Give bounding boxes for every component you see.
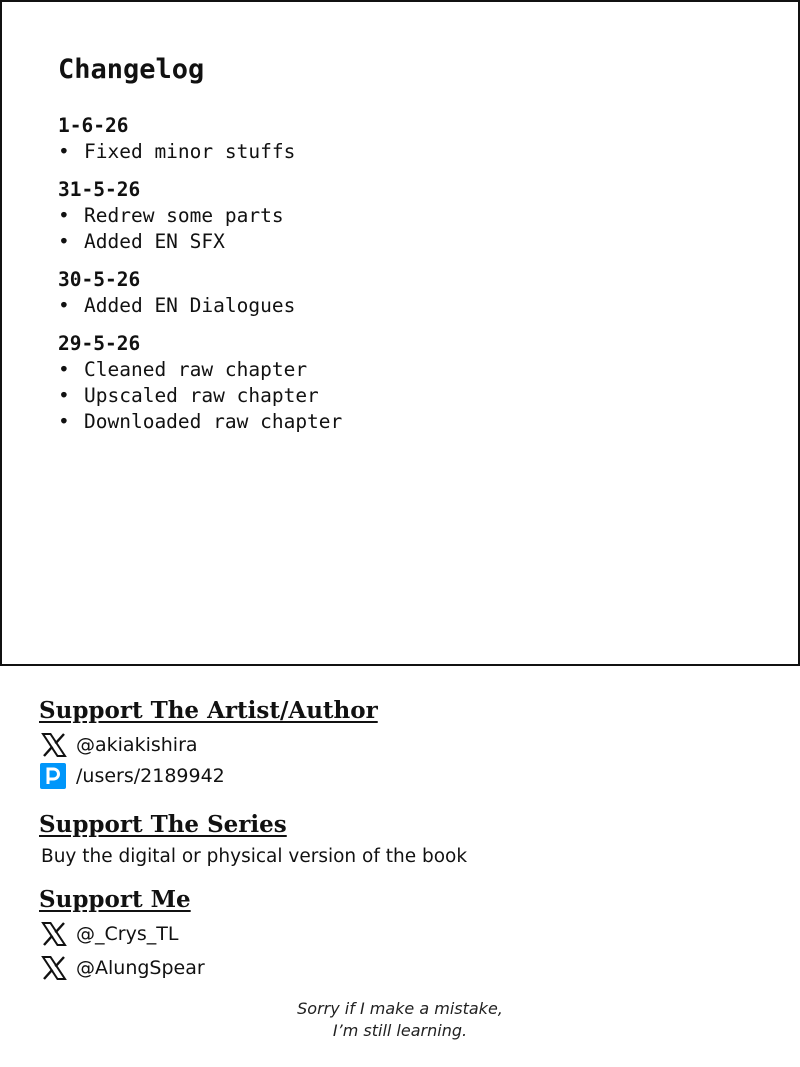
changelog-item: • Added EN Dialogues [58,294,296,317]
changelog-title: Changelog [58,54,205,85]
changelog-item: • Redrew some parts [58,204,284,227]
changelog-entry [58,267,342,319]
support-me-title: Support Me [39,886,191,913]
support-series-text: Buy the digital or physical version of the book [41,846,468,867]
note-line: I’m still learning. [332,1021,468,1040]
bullet: • [58,384,70,407]
pixiv-logo-icon [40,763,66,789]
changelog-date: 29-5-26 [58,332,141,355]
changelog-list [58,113,342,447]
bullet: • [58,204,70,227]
artist-pixiv-link[interactable] [40,761,225,791]
bullet: • [58,410,70,433]
changelog-item: • Added EN SFX [58,230,225,253]
artist-pixiv-handle: /users/2189942 [76,765,225,787]
changelog-item: • Fixed minor stuffs [58,140,296,163]
me-x-link-2[interactable] [40,953,205,983]
changelog-entry [58,113,342,165]
changelog-item: • Cleaned raw chapter [58,358,308,381]
bullet: • [58,294,70,317]
support-series-title: Support The Series [39,811,287,838]
changelog-date: 31-5-26 [58,178,141,201]
x-logo-icon [40,954,68,982]
bullet: • [58,140,70,163]
changelog-item: • Downloaded raw chapter [58,410,343,433]
x-logo-icon [40,731,68,759]
me-x-handle: @AlungSpear [76,957,205,979]
changelog-date: 30-5-26 [58,268,141,291]
note-line: Sorry if I make a mistake, [297,999,503,1018]
bullet: • [58,230,70,253]
support-artist-title: Support The Artist/Author [39,697,378,724]
bullet: • [58,358,70,381]
artist-x-link[interactable] [40,730,198,760]
me-x-link-1[interactable] [40,919,178,949]
me-x-handle: @_Crys_TL [76,923,179,945]
changelog-item: • Upscaled raw chapter [58,384,319,407]
changelog-date: 1-6-26 [58,114,129,137]
x-logo-icon [40,920,68,948]
changelog-entry [58,331,342,435]
changelog-entry [58,177,342,255]
apology-note [0,998,800,1042]
artist-x-handle: @akiakishira [76,734,198,756]
